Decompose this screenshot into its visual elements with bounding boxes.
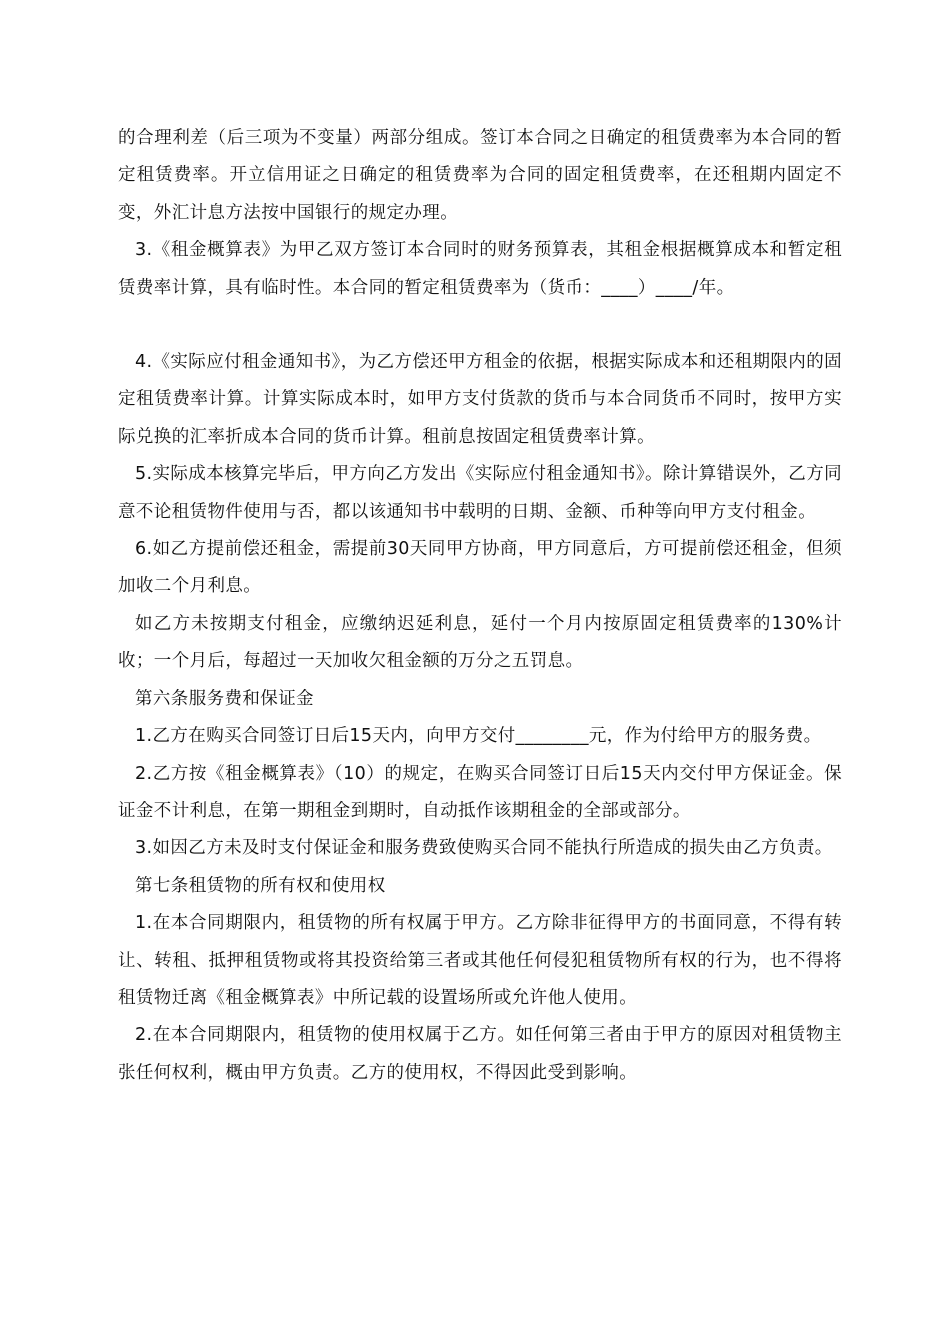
paragraph-service-fee: 1.乙方在购买合同签订日后15天内，向甲方交付________元，作为付给甲方的服务费。 [135,726,822,747]
section-heading-article-6: 第六条服务费和保证金 [135,688,314,709]
document-body [118,120,842,1092]
paragraph-clause-3: 3.《租金概算表》为甲乙双方签订本合同时的财务预算表，其租金根据概算成本和暂定租赁费率计算，具有临时性。本合同的暂定租赁费率为（货币：____）____/年。 [118,240,842,298]
paragraph-loss-liability: 3.如因乙方未及时支付保证金和服务费致使购买合同不能执行所造成的损失由乙方负责。 [135,838,833,859]
paragraph-deposit: 2.乙方按《租金概算表》（10）的规定，在购买合同签订日后15天内交付甲方保证金。保证金不计利息，在第一期租金到期时，自动抵作该期租金的全部或部分。 [118,763,842,821]
section-heading-article-7: 第七条租赁物的所有权和使用权 [135,875,386,896]
paragraph-clause-6: 6.如乙方提前偿还租金，需提前30天同甲方协商，甲方同意后，方可提前偿还租金，但须加收二个月利息。 [118,539,842,597]
paragraph-clause-4: 4.《实际应付租金通知书》，为乙方偿还甲方租金的依据，根据实际成本和还租期限内的固定租赁费率计算。计算实际成本时，如甲方支付货款的货币与本合同货币不同时，按甲方实际兑换的汇率折成本合同的货币计算。租前息按固定租赁费率计算。 [118,352,842,447]
paragraph-use-right: 2.在本合同期限内，租赁物的使用权属于乙方。如任何第三者由于甲方的原因对租赁物主张任何权利，概由甲方负责。乙方的使用权，不得因此受到影响。 [118,1025,842,1083]
paragraph-ownership: 1.在本合同期限内，租赁物的所有权属于甲方。乙方除非征得甲方的书面同意，不得有转让、转租、抵押租赁物或将其投资给第三者或其他任何侵犯租赁物所有权的行为，也不得将租赁物迁离《租金概算表》中所记载的设置场所或允许他人使用。 [118,913,842,1008]
paragraph-late-interest: 如乙方未按期支付租金，应缴纳迟延利息，延付一个月内按原固定租赁费率的130%计收；一个月后，每超过一天加收欠租金额的万分之五罚息。 [118,613,842,672]
paragraph-clause-5: 5.实际成本核算完毕后，甲方向乙方发出《实际应付租金通知书》。除计算错误外，乙方同意不论租赁物件使用与否，都以该通知书中载明的日期、金额、币种等向甲方支付租金。 [118,464,842,522]
paragraph-rate-definition: 的合理利差（后三项为不变量）两部分组成。签订本合同之日确定的租赁费率为本合同的暂定租赁费率。开立信用证之日确定的租赁费率为合同的固定租赁费率，在还租期内固定不变，外汇计息方法按中国银行的规定办理。 [118,128,842,223]
